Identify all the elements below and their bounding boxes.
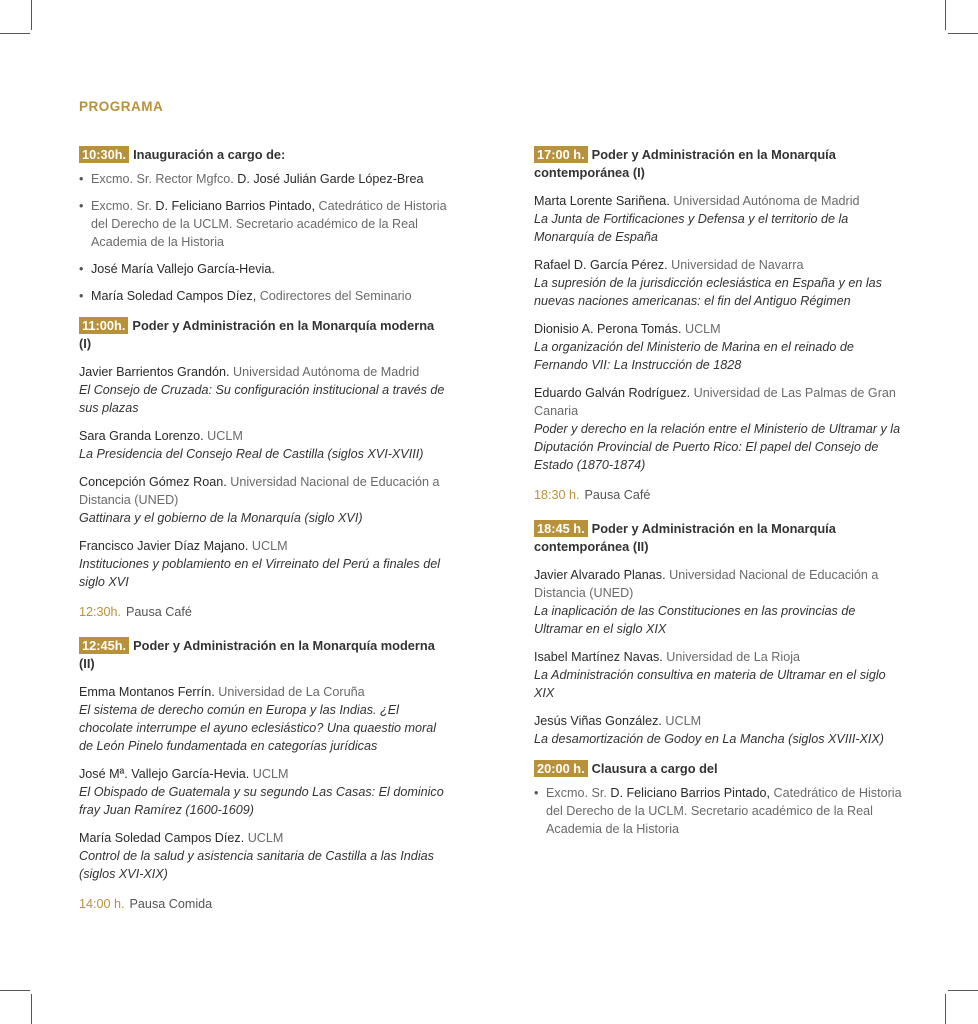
session-moderna-1 [79, 317, 449, 591]
talk-title: La Administración consultiva en materia de Ultramar en el siglo XIX [534, 668, 886, 700]
person-name: María Soledad Campos Díez, [91, 289, 257, 303]
talk-title: El Consejo de Cruzada: Su configuración institucional a través de sus plazas [79, 383, 445, 415]
time-badge: 11:00h. [79, 317, 128, 334]
speaker-name: Dionisio A. Perona Tomás. [534, 322, 682, 336]
speaker-name: Concepción Gómez Roan. [79, 475, 227, 489]
time-badge: 12:45h. [79, 637, 129, 654]
affiliation: Universidad Nacional de Educación a Distancia (UNED) [79, 475, 440, 507]
time-badge: 17:00 h. [534, 146, 588, 163]
list-item [79, 260, 449, 278]
bullet-prefix: Excmo. Sr. [546, 786, 611, 800]
affiliation: Universidad de La Coruña [214, 685, 365, 699]
time-badge: 10:30h. [79, 146, 129, 163]
talk-title: La inaplicación de las Constituciones en las provincias de Ultramar en el siglo XIX [534, 604, 856, 636]
bullet-list [79, 170, 449, 305]
speaker-name: Javier Barrientos Grandón. [79, 365, 230, 379]
time-badge: 18:45 h. [534, 520, 588, 537]
affiliation: UCLM [681, 322, 721, 336]
list-item [534, 784, 904, 838]
speaker-name: Eduardo Galván Rodríguez. [534, 386, 691, 400]
talk-entry [534, 256, 904, 310]
talk-title: La Junta de Fortificaciones y Defensa y el territorio de la Monarquía de España [534, 212, 849, 244]
session-header [534, 520, 904, 556]
talk-entry [534, 320, 904, 374]
break-time: 12:30h. [79, 605, 122, 619]
time-badge: 20:00 h. [534, 760, 588, 777]
person-name: José María Vallejo García-Hevia. [91, 262, 275, 276]
break-entry [79, 603, 449, 621]
speaker-name: Isabel Martínez Navas. [534, 650, 663, 664]
break-time: 18:30 h. [534, 488, 580, 502]
session-contemporanea-1 [534, 146, 904, 474]
crop-mark [31, 994, 32, 1024]
speaker-name: Sara Granda Lorenzo. [79, 429, 204, 443]
talk-entry [79, 829, 449, 883]
talk-title: La organización del Ministerio de Marina en el reinado de Fernando VII: La Instrucción de 1828 [534, 340, 854, 372]
person-name: D. José Julián Garde López-Brea [237, 172, 424, 186]
bullet-prefix: Excmo. Sr. [91, 199, 156, 213]
session-inauguration [79, 146, 449, 305]
crop-mark [31, 0, 32, 30]
bullet-list [534, 784, 904, 838]
session-title: Poder y Administración en la Monarquía contemporánea (II) [534, 521, 836, 554]
session-title: Poder y Administración en la Monarquía moderna (II) [79, 638, 435, 671]
talk-entry [534, 566, 904, 638]
session-title: Inauguración a cargo de: [133, 147, 286, 162]
crop-mark [945, 994, 946, 1024]
crop-mark [0, 33, 30, 34]
speaker-name: Francisco Javier Díaz Majano. [79, 539, 249, 553]
session-header [79, 317, 449, 353]
affiliation: Universidad de La Rioja [662, 650, 801, 664]
affiliation: UCLM [203, 429, 243, 443]
session-title: Poder y Administración en la Monarquía contemporánea (I) [534, 147, 836, 180]
list-item [79, 170, 449, 188]
affiliation: Catedrático de Historia del Derecho de la UCLM. Secretario académico de la Real Academia de la Historia [546, 786, 902, 836]
session-header [534, 760, 904, 778]
affiliation: UCLM [244, 831, 284, 845]
talk-entry [534, 648, 904, 702]
session-title: Clausura a cargo del [591, 761, 718, 776]
talk-title: El Obispado de Guatemala y su segundo Las Casas: El dominico fray Juan Ramírez (1600-1609) [79, 785, 444, 817]
session-header [79, 637, 449, 673]
crop-mark [948, 990, 978, 991]
right-column [534, 146, 904, 850]
affiliation: UCLM [249, 767, 289, 781]
talk-title: La supresión de la jurisdicción eclesiástica en España y en las nuevas naciones americanas: el fin del Antiguo Régimen [534, 276, 882, 308]
talk-title: La desamortización de Godoy en La Mancha (siglos XVIII-XIX) [534, 732, 885, 746]
affiliation: Universidad Autónoma de Madrid [669, 194, 860, 208]
speaker-name: Javier Alvarado Planas. [534, 568, 666, 582]
talk-entry [79, 765, 449, 819]
list-item [79, 197, 449, 251]
talk-entry [79, 683, 449, 755]
left-column [79, 146, 449, 929]
affiliation: Universidad Nacional de Educación a Distancia (UNED) [534, 568, 879, 600]
page-title: PROGRAMA [79, 99, 164, 114]
speaker-name: María Soledad Campos Díez. [79, 831, 245, 845]
break-entry [534, 486, 904, 504]
talk-title: El sistema de derecho común en Europa y las Indias. ¿El chocolate interrumpe el ayuno eclesiástico? Una quaestio moral de León Pinelo fundamentada en categorías jurídicas [79, 703, 437, 753]
session-contemporanea-2 [534, 520, 904, 748]
affiliation: Universidad Autónoma de Madrid [229, 365, 420, 379]
crop-mark [948, 33, 978, 34]
session-closing [534, 760, 904, 838]
talk-entry [534, 384, 904, 474]
affiliation: Universidad de Las Palmas de Gran Canaria [534, 386, 896, 418]
break-entry [79, 895, 449, 913]
talk-entry [534, 192, 904, 246]
speaker-name: Jesús Viñas González. [534, 714, 662, 728]
session-title: Poder y Administración en la Monarquía moderna (I) [79, 318, 435, 351]
talk-entry [79, 473, 449, 527]
person-name: D. Feliciano Barrios Pintado, [610, 786, 770, 800]
speaker-name: Emma Montanos Ferrín. [79, 685, 215, 699]
break-label: Pausa Comida [129, 897, 213, 911]
break-time: 14:00 h. [79, 897, 125, 911]
speaker-name: Marta Lorente Sariñena. [534, 194, 670, 208]
affiliation: Universidad de Navarra [667, 258, 804, 272]
talk-entry [534, 712, 904, 748]
speaker-name: José Mª. Vallejo García-Hevia. [79, 767, 250, 781]
list-item [79, 287, 449, 305]
session-moderna-2 [79, 637, 449, 883]
person-name: D. Feliciano Barrios Pintado, [155, 199, 315, 213]
talk-title: Control de la salud y asistencia sanitaria de Castilla a las Indias (siglos XVI-XIX) [79, 849, 434, 881]
affiliation: Codirectores del Seminario [256, 289, 412, 303]
affiliation: UCLM [661, 714, 702, 728]
bullet-prefix: Excmo. Sr. Rector Mgfco. [91, 172, 238, 186]
crop-mark [0, 990, 30, 991]
affiliation: Catedrático de Historia del Derecho de la UCLM. Secretario académico de la Real Academia de la Historia [91, 199, 447, 249]
talk-title: Poder y derecho en la relación entre el Ministerio de Ultramar y la Diputación Provincial de Puerto Rico: El papel del Consejo de Estado (1870-1874) [534, 422, 901, 472]
talk-title: Instituciones y poblamiento en el Virreinato del Perú a finales del siglo XVI [79, 557, 441, 589]
talk-title: La Presidencia del Consejo Real de Castilla (siglos XVI-XVIII) [79, 447, 424, 461]
break-label: Pausa Café [584, 488, 651, 502]
session-header [79, 146, 449, 164]
session-header [534, 146, 904, 182]
crop-mark [945, 0, 946, 30]
talk-entry [79, 537, 449, 591]
speaker-name: Rafael D. García Pérez. [534, 258, 668, 272]
talk-title: Gattinara y el gobierno de la Monarquía (siglo XVI) [79, 511, 363, 525]
affiliation: UCLM [248, 539, 288, 553]
talk-entry [79, 427, 449, 463]
talk-entry [79, 363, 449, 417]
break-label: Pausa Café [126, 605, 192, 619]
